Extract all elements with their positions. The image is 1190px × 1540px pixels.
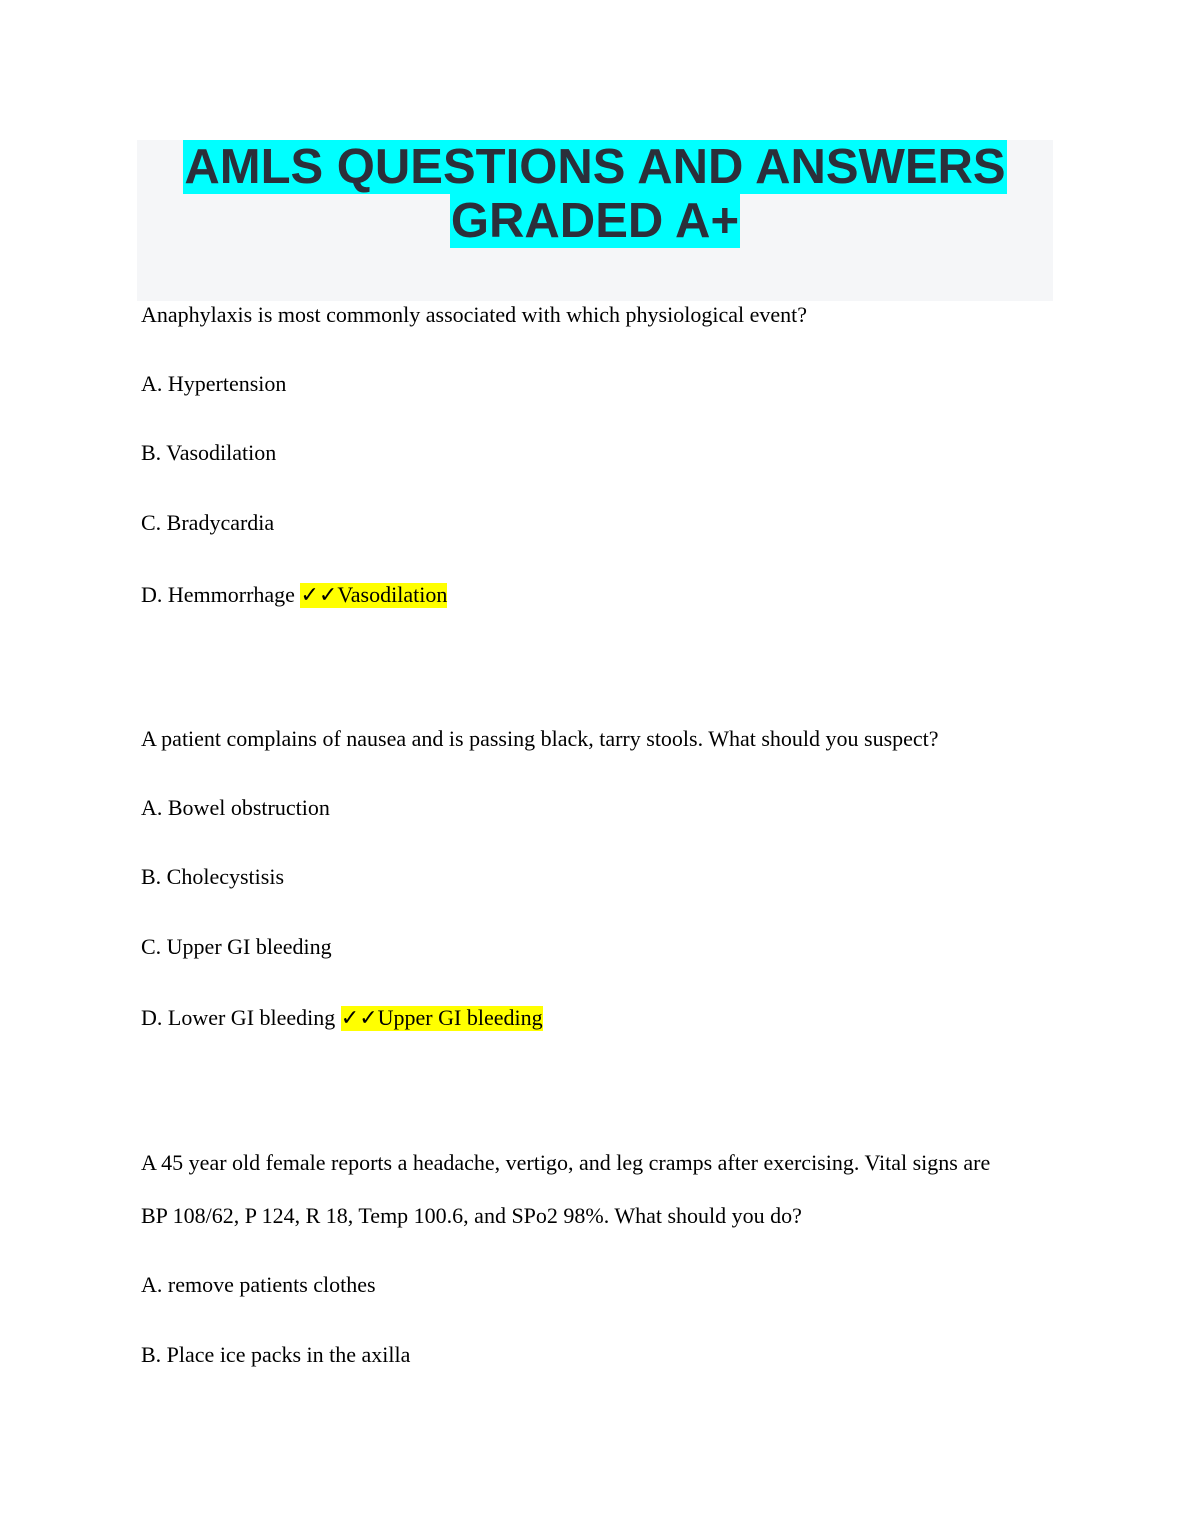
question-1-answer-text: Vasodilation — [337, 582, 448, 607]
document-title-box — [137, 140, 1053, 301]
question-2-option-b: B. Cholecystisis — [141, 864, 285, 889]
question-3-prompt-line-1: A 45 year old female reports a headache, vertigo, and leg cramps after exercising. Vital signs are — [141, 1150, 991, 1175]
question-1-option-d: D. Hemmorrhage — [141, 582, 295, 607]
question-1-option-b: B. Vasodilation — [141, 440, 277, 465]
question-1-option-d-row — [141, 580, 447, 611]
question-1-prompt: Anaphylaxis is most commonly associated with which physiological event? — [141, 302, 807, 327]
question-3-prompt-line-2: BP 108/62, P 124, R 18, Temp 100.6, and SPo2 98%. What should you do? — [141, 1203, 802, 1228]
question-2-option-d-row — [141, 1003, 543, 1034]
answer-checkmark-icon: ✓✓ — [340, 1006, 378, 1031]
question-2-option-a: A. Bowel obstruction — [141, 795, 330, 820]
question-2-prompt: A patient complains of nausea and is passing black, tarry stools. What should you suspect? — [141, 726, 939, 751]
answer-checkmark-icon: ✓✓ — [300, 583, 338, 608]
question-3-option-b: B. Place ice packs in the axilla — [141, 1342, 411, 1367]
question-2-answer — [341, 1006, 543, 1031]
question-3-option-a: A. remove patients clothes — [141, 1272, 376, 1297]
question-1-option-a: A. Hypertension — [141, 371, 287, 396]
title-line-2: GRADED A+ — [450, 194, 740, 248]
question-1-answer — [300, 583, 447, 608]
question-1-option-c: C. Bradycardia — [141, 510, 275, 535]
title-line-1: AMLS QUESTIONS AND ANSWERS — [184, 140, 1006, 194]
question-2-option-d: D. Lower GI bleeding — [141, 1005, 336, 1030]
question-2-option-c: C. Upper GI bleeding — [141, 934, 332, 959]
question-2-answer-text: Upper GI bleeding — [377, 1005, 543, 1030]
